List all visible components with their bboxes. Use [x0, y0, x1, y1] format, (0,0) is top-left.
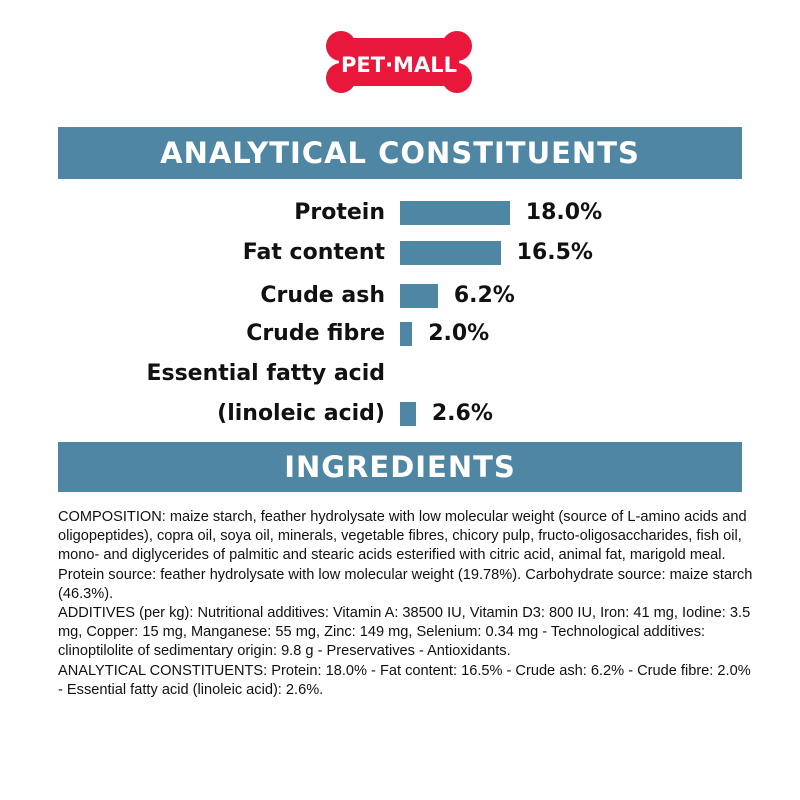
- constituent-value: 18.0%: [525, 200, 603, 225]
- constituent-row-crude-ash: [0, 279, 800, 315]
- constituent-bar: [400, 322, 412, 346]
- constituent-label: Crude ash: [260, 283, 385, 308]
- constituent-value: 2.6%: [431, 401, 493, 426]
- constituent-bar: [400, 402, 416, 426]
- constituent-bar: [400, 241, 501, 265]
- constituent-label: Protein: [294, 200, 385, 225]
- pet-mall-logo: [325, 28, 473, 96]
- logo-text: PET·MALL: [341, 53, 457, 77]
- constituent-label: Essential fatty acid: [146, 361, 385, 386]
- constituent-value: 2.0%: [428, 321, 490, 346]
- constituent-label: Crude fibre: [246, 321, 385, 346]
- constituent-label-line2: (linoleic acid): [217, 401, 385, 426]
- constituent-bar: [400, 284, 438, 308]
- constituent-row-fat: [0, 236, 800, 272]
- analytical-paragraph: ANALYTICAL CONSTITUENTS: Protein: 18.0% - Fat content: 16.5% - Crude ash: 6.2% - Crude fibre: 2.0% - Essential fatty acid (linoleic acid): 2.6%.: [58, 662, 751, 698]
- constituent-row-protein: [0, 196, 800, 232]
- protein-source-paragraph: Protein source: feather hydrolysate with low molecular weight (19.78%). Carbohydrate source: maize starch (46.3%).: [58, 566, 753, 602]
- ingredients-banner: INGREDIENTS: [58, 442, 742, 492]
- constituent-row-linoleic: [0, 397, 800, 433]
- constituent-row-essential-fatty-acid-title: [0, 357, 800, 393]
- constituent-value: 16.5%: [516, 240, 593, 265]
- constituent-value: 6.2%: [453, 283, 515, 308]
- constituent-label: Fat content: [242, 240, 385, 265]
- constituent-bar: [400, 201, 510, 225]
- analytical-constituents-banner: ANALYTICAL CONSTITUENTS: [58, 127, 742, 179]
- ingredients-text: [58, 508, 758, 700]
- constituent-row-crude-fibre: [0, 317, 800, 353]
- composition-paragraph: COMPOSITION: maize starch, feather hydrolysate with low molecular weight (source of L-amino acids and oligopeptides), copra oil, soya oil, minerals, vegetable fibres, chicory pulp, fructo-oligosaccharides, fish oil, mono- and diglycerides of palmitic and stearic acids esterified with citric acid, animal fat, marigold meal.: [58, 509, 747, 564]
- additives-paragraph: ADDITIVES (per kg): Nutritional additives: Vitamin A: 38500 IU, Vitamin D3: 800 IU, Iron: 41 mg, Iodine: 3.5 mg, Copper: 15 mg, Manganese: 55 mg, Zinc: 149 mg, Selenium: 0.34 mg - Technological additives: clinoptilolite of sedimentary origin: 9.8 g - Preservatives - Antioxidants.: [58, 605, 751, 660]
